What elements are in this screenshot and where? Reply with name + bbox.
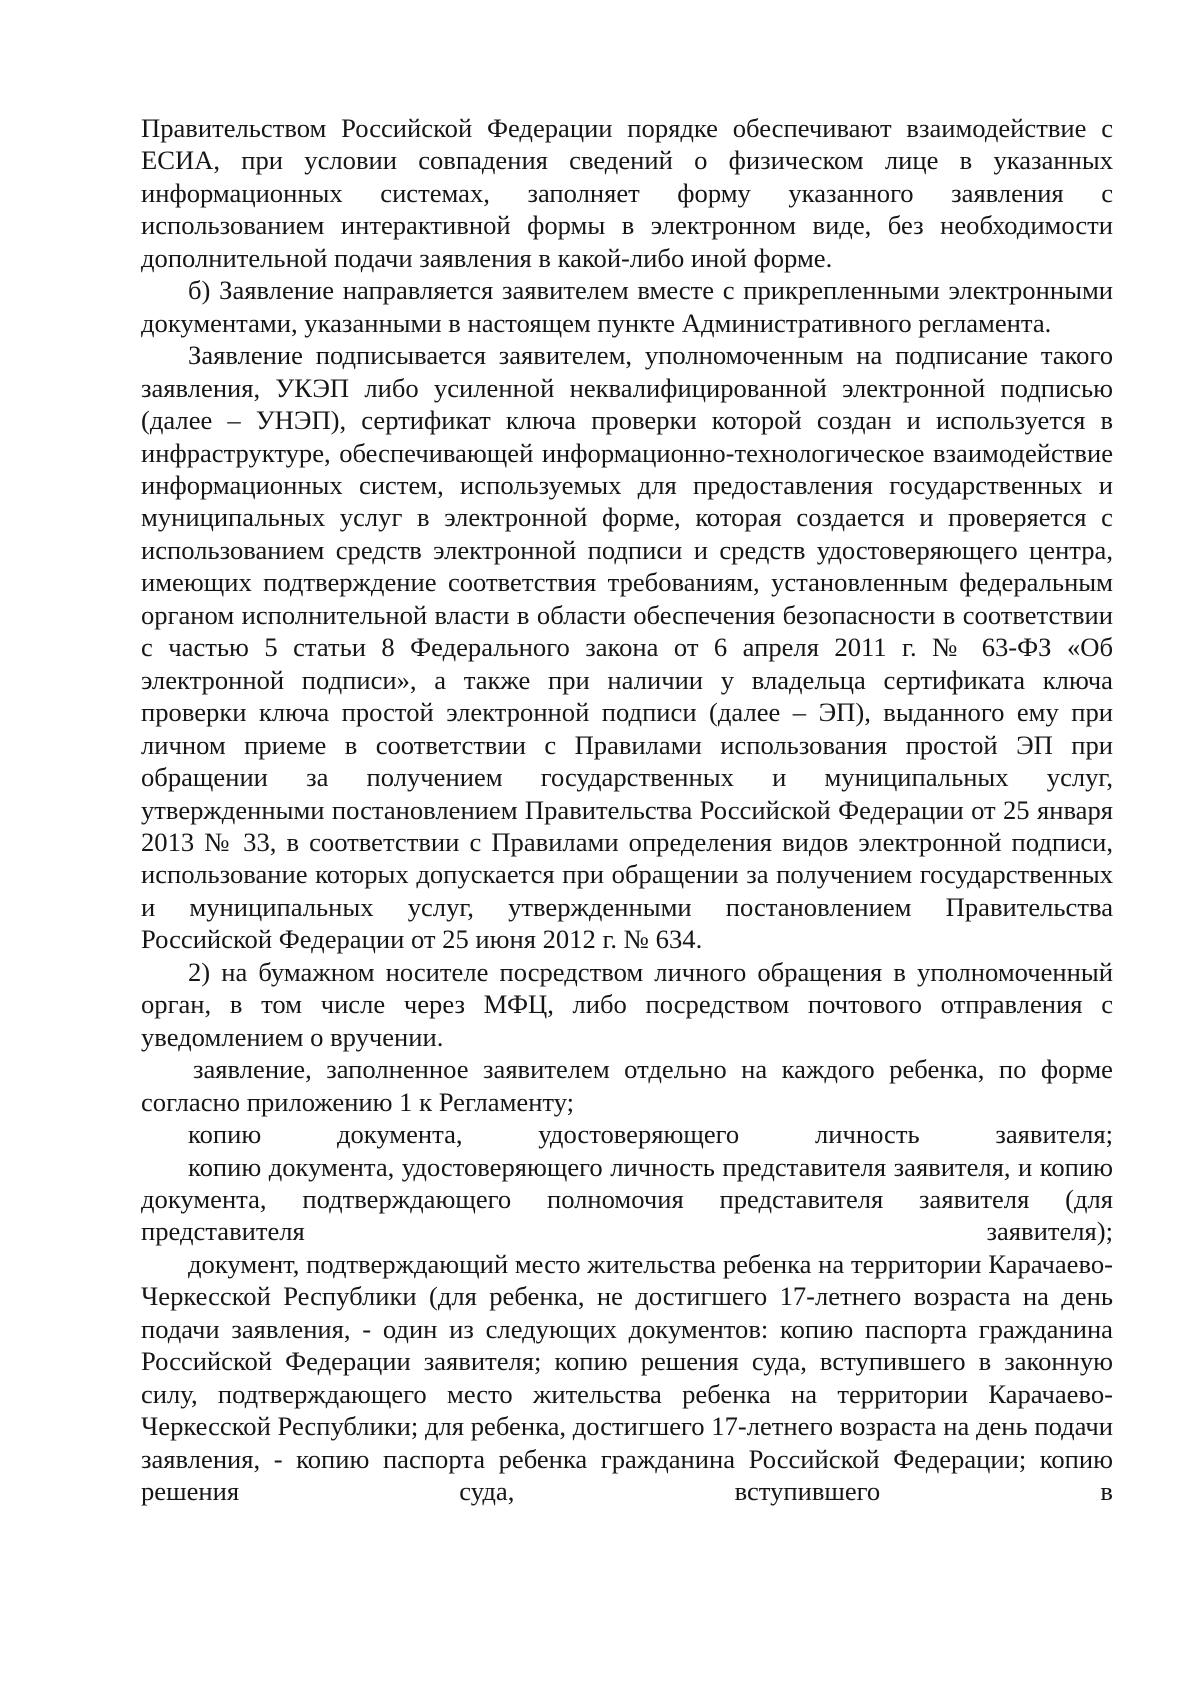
paragraph-item-2: 2) на бумажном носителе посредством личного обращения в уполномоченный орган, в том числе через МФЦ, либо посредством почтового отправления с уведомлением о вручении.	[141, 956, 1113, 1052]
paragraph-applicant-id: копию документа, удостоверяющего личность заявителя;	[188, 1119, 1113, 1150]
paragraph-application: заявление, заполненное заявителем отдельно на каждого ребенка, по форме согласно приложению 1 к Регламенту;	[141, 1054, 1113, 1117]
paragraph-residence-document: документ, подтверждающий место жительства ребенка на территории Карачаево-Черкесской Республики (для ребенка, не достигшего 17-летнего возраста на день подачи заявления, - один из следующих документов: копию паспорта гражданина Российской Федерации заявителя; копию решения суда, вступившего в законную силу, подтверждающего место жительства ребенка на территории Карачаево-Черкесской Республики; для ребенка, достигшего 17-летнего возраста на день подачи заявления, - копию паспорта ребенка гражданина Российской Федерации; копию решения суда, вступившего в	[141, 1248, 1113, 1507]
paragraph-item-b: б) Заявление направляется заявителем вместе с прикрепленными электронными документами, указанными в настоящем пункте Административного регламента.	[141, 275, 1113, 338]
document-body	[141, 112, 1113, 1507]
paragraph-signature: Заявление подписывается заявителем, уполномоченным на подписание такого заявления, УКЭП либо усиленной неквалифицированной электронной подписью (далее – УНЭП), сертификат ключа проверки которой создан и используется в инфраструктуре, обеспечивающей информационно-технологическое взаимодействие информационных систем, используемых для предоставления государственных и муниципальных услуг в электронной форме, которая создается и проверяется с использованием средств электронной подписи и средств удостоверяющего центра, имеющих подтверждение соответствия требованиям, установленным федеральным органом исполнительной власти в области обеспечения безопасности в соответствии с частью 5 статьи 8 Федерального закона от 6 апреля 2011 г. № 63-ФЗ «Об электронной подписи», а также при наличии у владельца сертификата ключа проверки ключа простой электронной подписи (далее – ЭП), выданного ему при личном приеме в соответствии с Правилами использования простой ЭП при обращении за получением государственных и муниципальных услуг, утвержденными постановлением Правительства Российской Федерации от 25 января 2013 № 33, в соответствии с Правилами определения видов электронной подписи, использование которых допускается при обращении за получением государственных и муниципальных услуг, утвержденными постановлением Правительства Российской Федерации от 25 июня 2012 г. № 634.	[141, 340, 1113, 955]
paragraph-continuation: Правительством Российской Федерации порядке обеспечивают взаимодействие с ЕСИА, при условии совпадения сведений о физическом лице в указанных информационных системах, заполняет форму указанного заявления с использованием интерактивной формы в электронном виде, без необходимости дополнительной подачи заявления в какой-либо иной форме.	[141, 113, 1113, 273]
paragraph-representative-id: копию документа, удостоверяющего личность представителя заявителя, и копию документа, подтверждающего полномочия представителя заявителя (для представителя заявителя);	[141, 1151, 1113, 1247]
